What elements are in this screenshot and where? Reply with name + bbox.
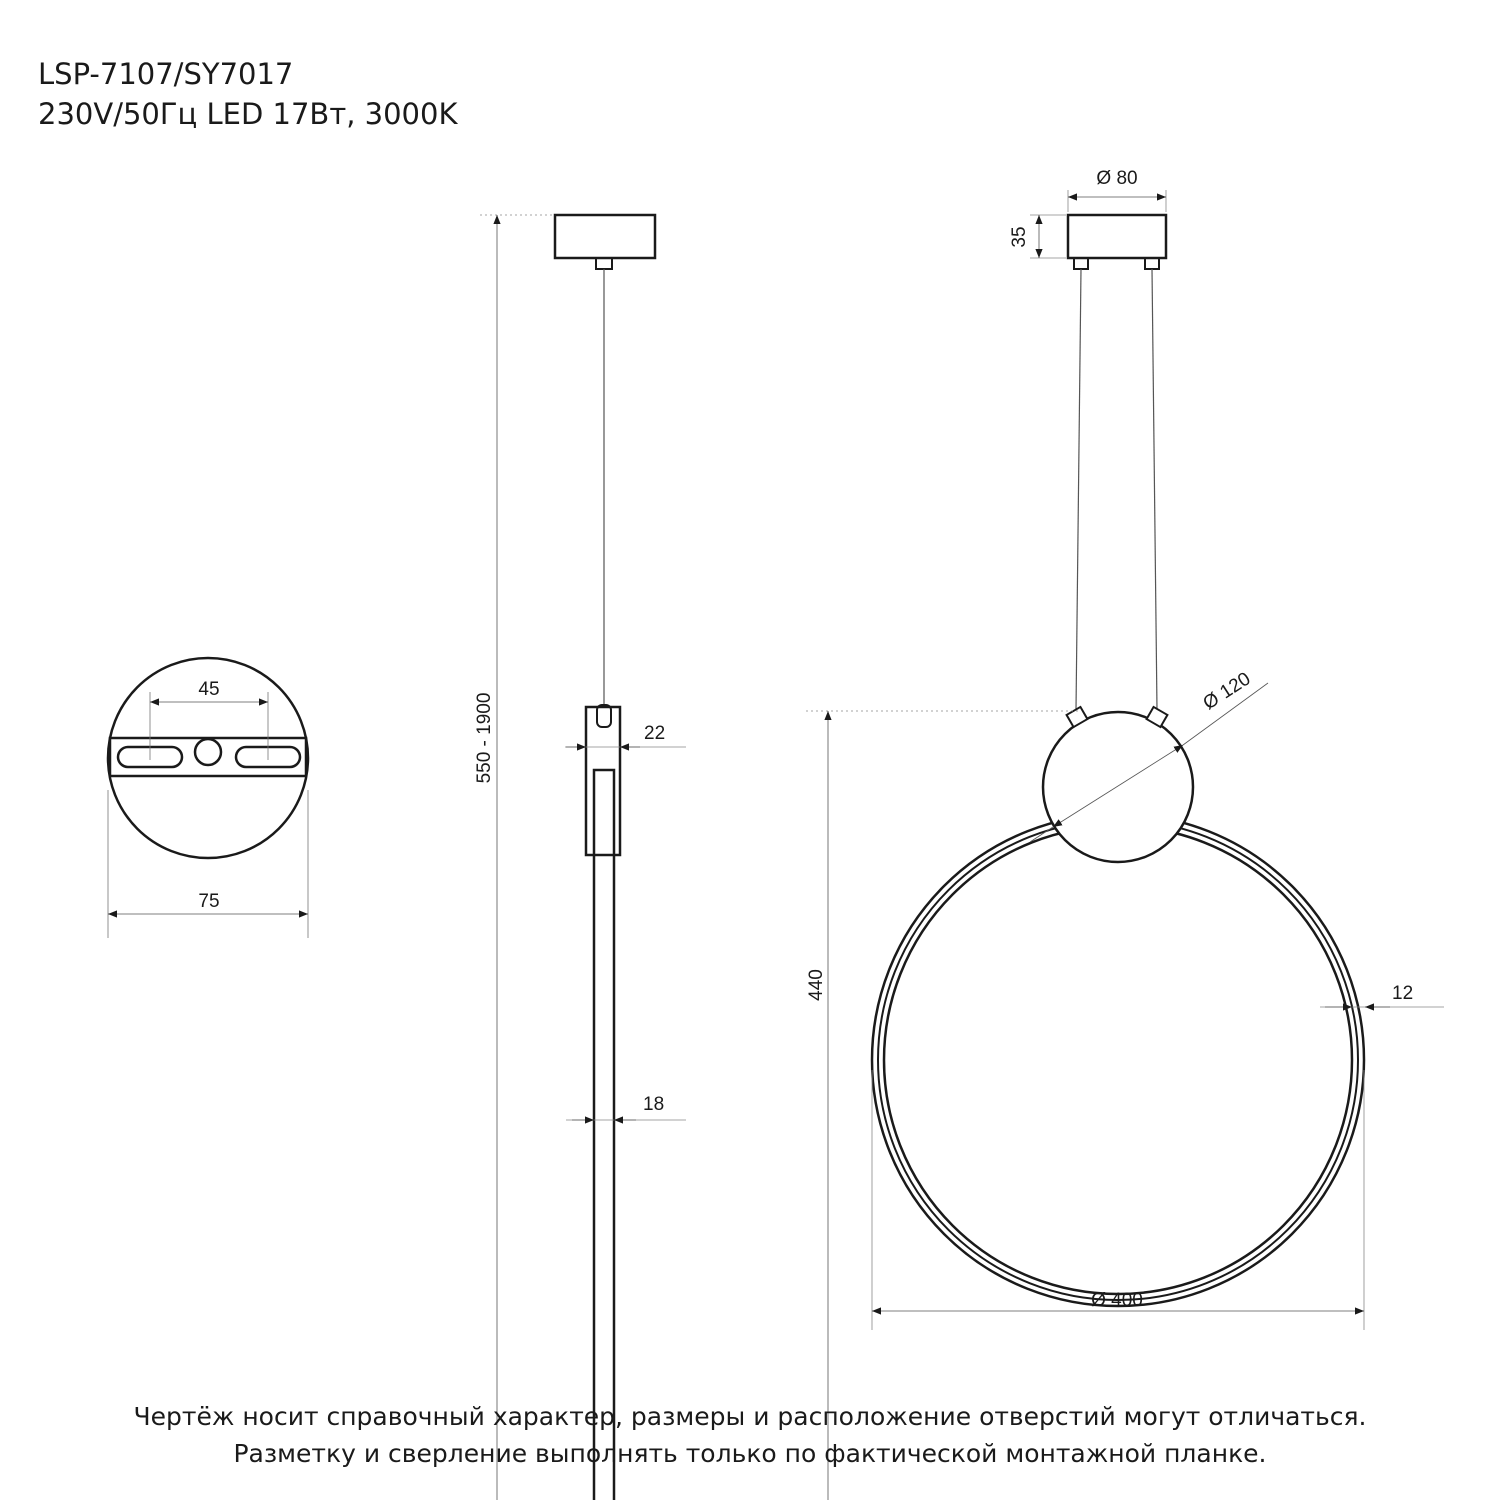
dim-label-22: 22 — [644, 723, 666, 744]
front-clamp-left — [1074, 258, 1088, 269]
mount-center-hole — [195, 739, 221, 765]
dim-label-45: 45 — [198, 679, 220, 700]
electrical-specs: 230V/50Гц LED 17Вт, 3000K — [38, 97, 458, 131]
ring-inner — [878, 820, 1358, 1300]
disclaimer-line-2: Разметку и сверление выполнять только по фактической монтажной планке. — [233, 1439, 1267, 1468]
dim-label-ring-diameter: Ø 400 — [1091, 1290, 1143, 1311]
disclaimer-line-1: Чертёж носит справочный характер, размеры и расположение отверстий могут отличаться. — [133, 1402, 1367, 1431]
front-cable-left — [1076, 269, 1081, 710]
dim-label-canopy-diameter: Ø 80 — [1096, 168, 1138, 189]
rod-connector-cap — [597, 705, 611, 727]
dim-label-height-range: 550 - 1900 — [474, 692, 495, 784]
front-view — [806, 168, 1444, 1500]
model-number: LSP-7107/SY7017 — [38, 57, 294, 91]
dim-label-18: 18 — [643, 1094, 665, 1115]
disclaimer — [0, 1398, 1500, 1472]
ring-inner-edge — [884, 826, 1352, 1294]
side-canopy — [555, 215, 655, 258]
front-canopy — [1068, 215, 1166, 258]
side-view — [474, 215, 686, 1500]
ring-outer — [872, 814, 1364, 1306]
front-clamp-right — [1145, 258, 1159, 269]
rod-body — [594, 770, 614, 1500]
ring-hub — [1043, 712, 1193, 862]
dim-label-75: 75 — [198, 891, 220, 912]
mounting-bar — [110, 738, 306, 776]
dim-label-canopy-height: 35 — [1009, 226, 1030, 248]
dim-label-ring-height: 440 — [806, 969, 827, 1001]
dim-label-ring-thickness: 12 — [1392, 983, 1414, 1004]
front-cable-right — [1152, 269, 1157, 710]
side-cable-clamp — [596, 258, 612, 269]
dim-label-hub-diameter: Ø 120 — [1199, 668, 1255, 715]
mounting-plate-view — [108, 658, 308, 938]
